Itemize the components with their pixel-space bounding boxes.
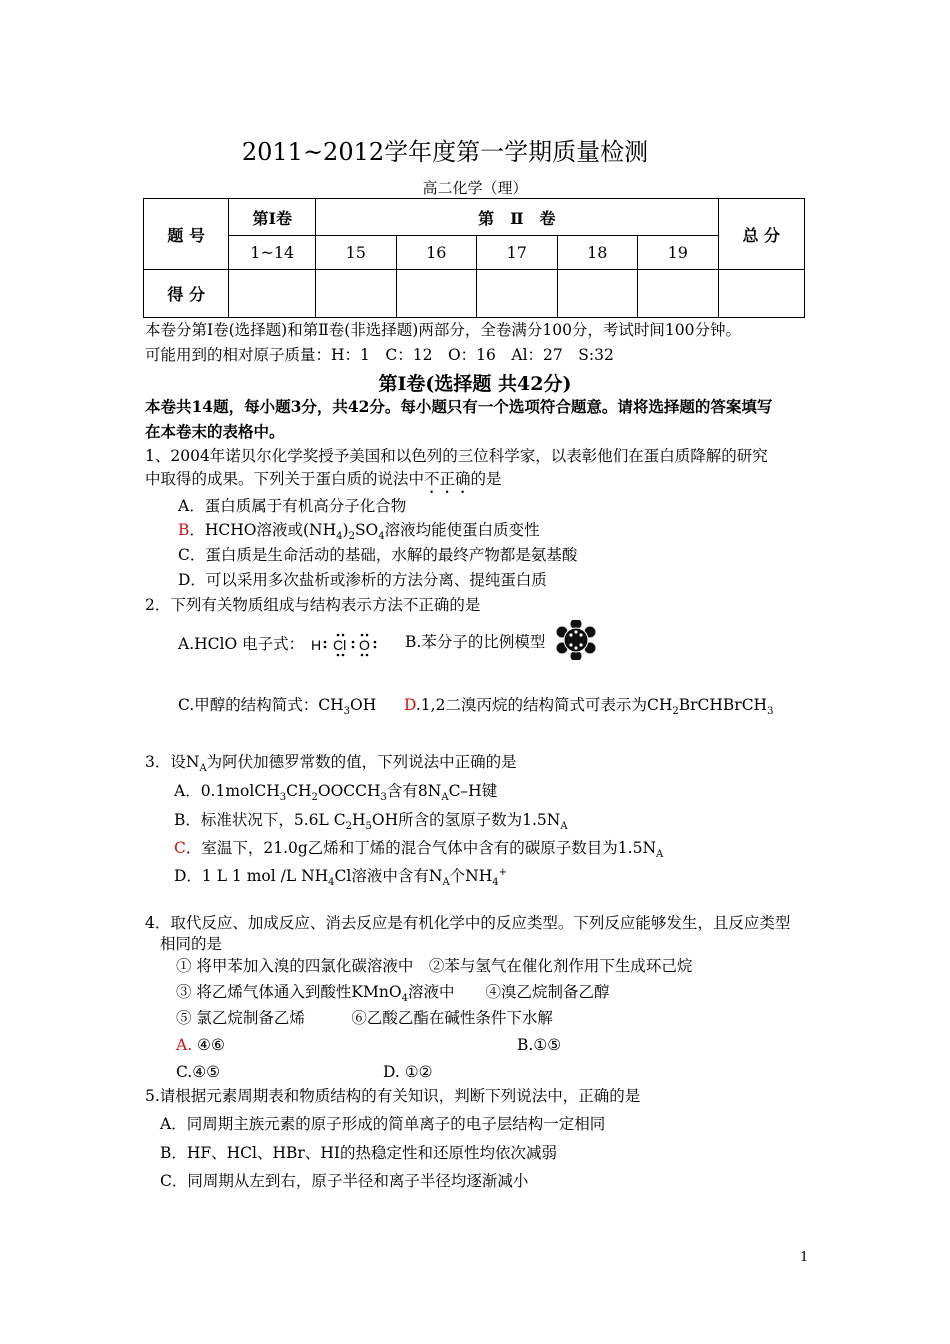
q4-option-d: D. ①② [383,1063,433,1081]
score-cell[interactable] [718,270,804,318]
q4-item-3-4: ③ 将乙烯气体通入到酸性KMnO$_4$溶液中 ④溴乙烷制备乙醇 [176,983,610,1005]
col-19: 19 [638,236,719,270]
lewis-h: H [311,637,322,653]
score-cell[interactable] [557,270,638,318]
intro-line-2: 可能用到的相对原子质量：H：1 C：12 O：16 Al：27 S:32 [145,346,614,364]
q4-option-a: A. ④⑥ [176,1036,225,1054]
q4-option-c: C.④⑤ [176,1063,221,1081]
col-15: 15 [316,236,397,270]
q2-option-a: A.HClO 电子式： H Cl O [178,632,399,658]
q1-option-d: D．可以采用多次盐析或渗析的方法分离、提纯蛋白质 [178,571,547,589]
q5-option-b: B．HF、HCl、HBr、HI的热稳定性和还原性均依次减弱 [160,1144,557,1162]
q2-option-b: B.苯分子的比例模型 [405,633,546,651]
hclo-lewis-structure [309,632,399,658]
emphasis-not-correct: 不正确 [424,470,471,488]
q3-stem: 3．设$N_A$为阿伏加德罗常数的值，下列说法中正确的是 [145,753,517,775]
q2-option-d: D.1,2二溴丙烷的结构简式可表示为$CH_2BrCHBrCH_3$ [404,696,774,718]
page-number: 1 [800,1250,809,1265]
q5-option-a: A．同周期主族元素的原子形成的简单离子的电子层结构一定相同 [160,1115,606,1133]
benzene-space-filling-model-icon [556,620,596,660]
q1-option-b: B．HCHO溶液或$(NH_4)_2SO_4$溶液均能使蛋白质变性 [178,521,540,543]
exam-title: 2011~2012学年度第一学期质量检测 [241,138,649,166]
q4-item-5-6: ⑤ 氯乙烷制备乙烯 ⑥乙酸乙酯在碱性条件下水解 [176,1009,553,1027]
col-17: 17 [477,236,558,270]
q1-option-a: A．蛋白质属于有机高分子化合物 [178,497,407,515]
part1-header: 第Ⅰ卷 [229,199,316,236]
q5-option-c: C．同周期从左到右，原子半径和离子半径均逐渐减小 [160,1172,529,1190]
exam-subtitle: 高二化学（理） [422,179,528,197]
row-label-score: 得 分 [144,270,229,318]
q4-item-1-2: ① 将甲苯加入溴的四氯化碳溶液中 ②苯与氢气在催化剂作用下生成环己烷 [176,957,693,975]
q1-stem-1: 1、2004年诺贝尔化学奖授予美国和以色列的三位科学家，以表彰他们在蛋白质降解的研究 [145,447,768,465]
score-cell[interactable] [316,270,397,318]
q2-option-c: C.甲醇的结构简式：$CH_3OH$ [178,696,377,718]
q3-option-a: A．$0.1molCH_3CH_2OOCCH_3$含有$8N_AC-H$键 [174,782,498,804]
q3-option-c: C．室温下，21.0g乙烯和丁烯的混合气体中含有的碳原子数目为$1.5N_A$ [174,839,664,861]
answer-mark: D [404,696,416,714]
col-18: 18 [557,236,638,270]
q4-stem-1: 4．取代反应、加成反应、消去反应是有机化学中的反应类型。下列反应能够发生，且反应类型 [145,914,791,932]
part2-header: 第 Ⅱ 卷 [316,199,719,236]
section1-heading: 第Ⅰ卷(选择题 共42分) [378,373,572,395]
row-label-question-number: 题 号 [144,199,229,270]
answer-mark: B [178,521,190,539]
section1-instruction-1: 本卷共14题，每小题3分，共42分。每小题只有一个选项符合题意。请将选择题的答案填写 [145,397,773,416]
q1-option-c: C．蛋白质是生命活动的基础，水解的最终产物都是氨基酸 [178,546,578,564]
answer-mark: C [174,839,186,857]
col-16: 16 [396,236,477,270]
lewis-o: O [359,637,370,653]
answer-mark: A. [176,1036,193,1054]
q3-option-d: D．1 L 1 mol /L $NH_4Cl$溶液中含有$N_A$个$NH_4^+$ [174,866,508,889]
intro-line-1: 本卷分第Ⅰ卷(选择题)和第Ⅱ卷(非选择题)两部分，全卷满分100分，考试时间100分钟。 [145,321,742,339]
lewis-cl: Cl [333,637,347,653]
q2-stem: 2．下列有关物质组成与结构表示方法不正确的是 [145,596,481,614]
total-header: 总 分 [718,199,804,270]
score-cell[interactable] [396,270,477,318]
score-cell[interactable] [229,270,316,318]
col-1-14: 1~14 [229,236,316,270]
score-cell[interactable] [477,270,558,318]
q4-stem-2: 相同的是 [160,935,223,953]
score-cell[interactable] [638,270,719,318]
section1-instruction-2: 在本卷末的表格中。 [145,422,285,441]
q1-stem-2: 中取得的成果。下列关于蛋白质的说法中不正确的是 [145,470,502,488]
score-table [143,198,805,318]
q5-stem: 5.请根据元素周期表和物质结构的有关知识，判断下列说法中，正确的是 [145,1087,641,1105]
q3-option-b: B．标准状况下，5.6L $C_2H_5OH$所含的氢原子数为$1.5N_A$ [174,811,568,833]
q4-option-b: B.①⑤ [517,1036,562,1054]
